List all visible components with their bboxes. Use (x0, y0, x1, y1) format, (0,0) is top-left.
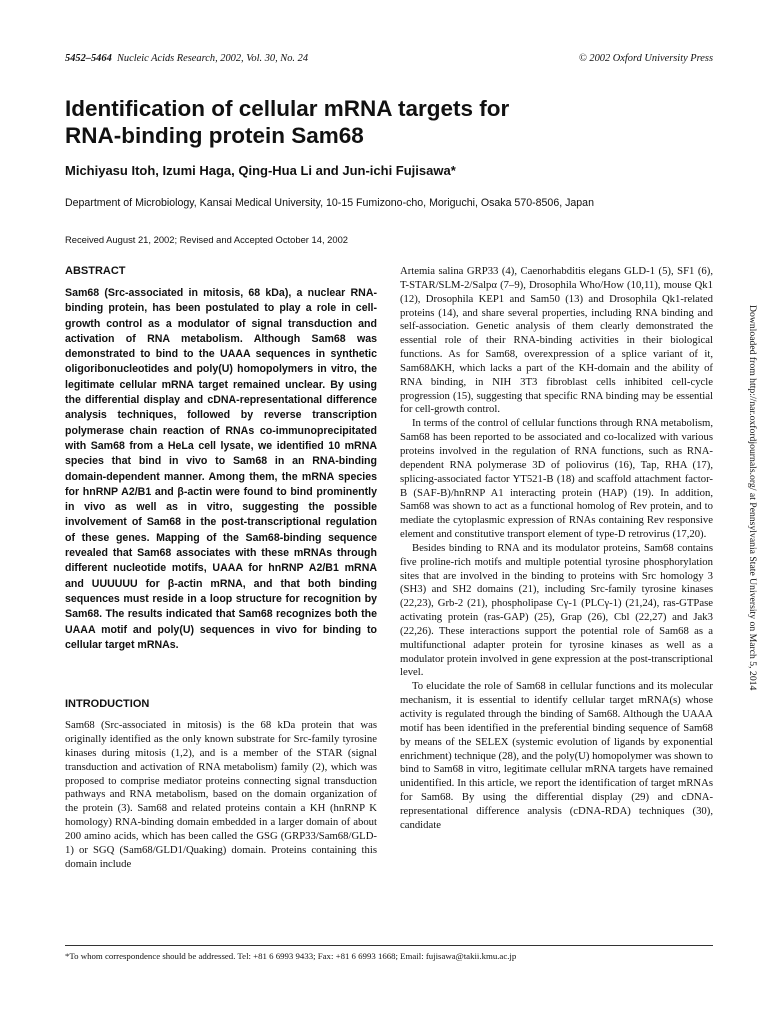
download-side-note (748, 305, 758, 705)
author-list: Michiyasu Itoh, Izumi Haga, Qing-Hua Li and Jun-ichi Fujisawa* (65, 163, 456, 178)
introduction-paragraph: Sam68 (Src-associated in mitosis) is the 68 kDa protein that was originally identified as the only known substrate for Src-family tyrosine kinases during mitosis (1,2), and is a member of the STAR (signal transduction and activation of RNA metabolism) family (2), which was proposed to comprise mediator proteins connecting signal transduction pathways and RNA metabolism, based on the domain organization of the protein (3). Sam68 and related proteins contain a KH (hnRNP K homology) RNA-binding domain embedded in a larger domain of about 200 amino acids, which has been called the GSG (GRP33/Sam68/GLD-1) or SGQ (Sam68/GLD1/Quaking) domain. Proteins containing this domain include (65, 719, 377, 870)
running-head (65, 53, 713, 67)
body-paragraph-adapter-role: Besides binding to RNA and its modulator proteins, Sam68 contains five proline-rich motifs and multiple potential tyrosine phosphorylation sites that are involved in the binding to proteins with Src homology 3 (SH3) and SH2 domains (21), including Src-family tyrosine kinases (22,23), Grb-2 (21), phospholipase Cγ-1 (PLCγ-1) (21,24), ras-GTPase activating protein (ras-GAP) (25), Grap (26), Cbl (22,27) and Jak3 (22,26). These interactions support the potential role of Sam68 as a multifunctional adapter protein for tyrosine kinases as well as a modulator protein involved in gene expression at the post-transcriptional level. (400, 541, 713, 679)
introduction-heading: INTRODUCTION (65, 698, 150, 711)
right-column (400, 265, 713, 833)
abstract-text: Sam68 (Src-associated in mitosis, 68 kDa), a nuclear RNA-binding protein, has been postulated to play a role in cell-growth control as a modulator of signal transduction and activation of RNA metabolism. Although Sam68 was demonstrated to bind to the UAAA sequences in synthetic oligoribonucleotides and poly(U) homopolymers in vitro, the legitimate cellular mRNA target remained unclear. By using the differential display and cDNA-representational difference analysis techniques, followed by reverse transcription polymerase chain reaction of RNAs co-immunoprecipitated with Sam68 from a HeLa cell lysate, we identified 10 mRNA species that bind in vivo to Sam68 in an RNA-binding domain-dependent manner. Among them, the mRNA species for hnRNP A2/B1 and β-actin were found to bind prominently in vivo as well as in vitro, suggesting the possible involvement of Sam68 in the post-transcriptional regulation of these genes. Mapping of the Sam68-binding sequence revealed that Sam68 associates with these mRNAs through different nucleotide motifs, UAAA for hnRNP A2/B1 mRNA and UUUUUU for β-actin mRNA, and that both binding sequences must reside in a loop structure for recognition by Sam68. The results indicated that Sam68 recognizes both the UAAA motif and poly(U) sequences in vivo for binding to cellular target mRNAs. (65, 287, 377, 651)
left-column (65, 265, 377, 871)
body-paragraph-rna-metabolism: In terms of the control of cellular functions through RNA metabolism, Sam68 has been reported to be associated and co-localized with various proteins involved in the regulation of RNA functions, such as RNA-dependent RNA polymerase 3D of poliovirus (16), Tap, RHA (17), splicing-associated factor YT521-B (18) and scaffold attachment factor-B (SAF-B)/hnRNP A1 interacting protein (HAP) (19). In addition, Sam68 was shown to act as a functional homolog of Rev protein, and to mediate the cytoplasmic expression of RNAs containing Rev responsive element and constitutive transport element of type-D retrovirus (17,20). (400, 417, 713, 541)
correspondence-footnote: *To whom correspondence should be addressed. Tel: +81 6 6993 9433; Fax: +81 6 6993 1668; Email: fujisawa@takii.kmu.ac.jp (65, 951, 517, 961)
abstract-heading: ABSTRACT (65, 265, 126, 277)
title-line-1: Identification of cellular mRNA targets for (65, 96, 510, 121)
running-head-left (65, 53, 308, 64)
title-line-2: RNA-binding protein Sam68 (65, 123, 364, 148)
body-paragraph-star-family: Artemia salina GRP33 (4), Caenorhabditis elegans GLD-1 (5), SF1 (6), T-STAR/SLM-2/Salpα (7–9), Drosophila Who/How (10,11), mouse Qk1 (12), Drosophila KEP1 and Sam50 (13) and Drosophila Qk1-related proteins (14), and share several properties, including RNA binding and self-association. Genetic analysis of them clearly demonstrated the essential role of their RNA-binding activities in their biological functions. As for Sam68, overexpression of a splice variant of it, Sam68ΔKH, which lacks a part of the KH-domain and the ability of RNA binding, in NIH 3T3 fibroblast cells inhibited cell-cycle progression (15), suggesting that specific RNA binding may be essential for cell-growth control. (400, 265, 713, 416)
received-dates: Received August 21, 2002; Revised and Accepted October 14, 2002 (65, 234, 349, 245)
download-side-note-text: Downloaded from http://nar.oxfordjournals.org/ at Pennsylvania State University on March 5, 2014 (747, 305, 758, 691)
journal-citation: Nucleic Acids Research, 2002, Vol. 30, No. 24 (116, 53, 309, 64)
footnote-divider (65, 945, 713, 946)
affiliation: Department of Microbiology, Kansai Medical University, 10-15 Fumizono-cho, Moriguchi, Osaka 570-8506, Japan (65, 197, 594, 209)
copyright-notice: © 2002 Oxford University Press (578, 53, 713, 64)
article-title (65, 95, 625, 149)
body-paragraph-aims: To elucidate the role of Sam68 in cellular functions and its molecular mechanism, it is essential to identify cellular target mRNA(s) whose activity is regulated through the binding of Sam68. Although the UAAA motif has been identified in the preferential binding sequence of Sam68 by means of the SELEX (systemic evolution of ligands by exponential enrichment) technique (28), and the poly(U) homopolymer was shown to bind to Sam68 in vitro, legitimate cellular mRNA targets have remained unidentified. In this article, we report the identification of target mRNAs for Sam68. By using the differential display (29) and cDNA-representational difference analysis (cDNA-RDA) techniques (30), candidate (400, 680, 713, 831)
page-range: 5452–5464 (65, 53, 112, 64)
